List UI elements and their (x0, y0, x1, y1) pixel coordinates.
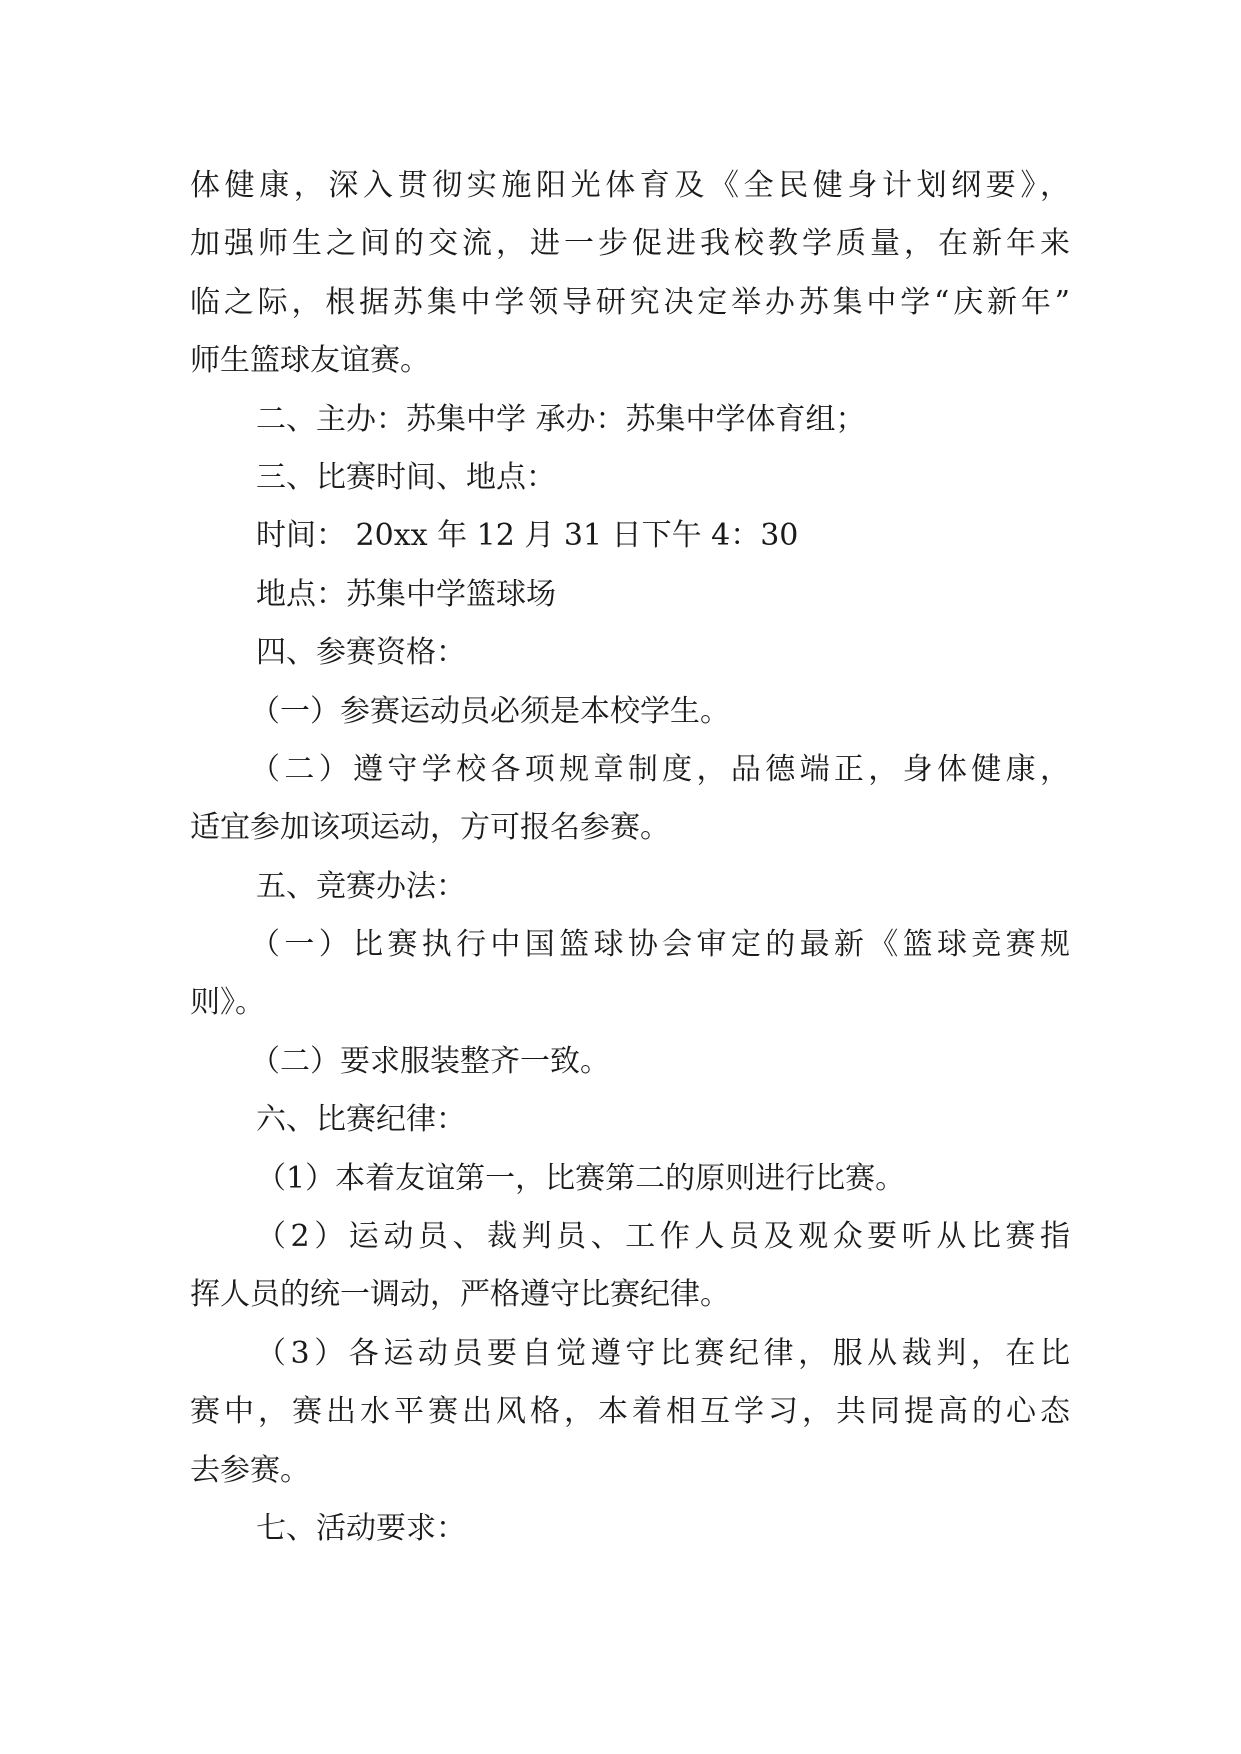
text-line: 挥人员的统一调动，严格遵守比赛纪律。 (190, 1277, 730, 1313)
paragraph-discipline-2 (190, 1208, 1070, 1325)
text-line: 师生篮球友谊赛。 (190, 343, 430, 379)
paragraph-competition-heading (190, 858, 1070, 916)
list-item: （1）本着友谊第一，比赛第二的原则进行比赛。 (256, 1160, 906, 1196)
document-body (190, 157, 1070, 1558)
list-item: （一）比赛执行中国篮球协会审定的最新《篮球竞赛规 (250, 927, 1070, 963)
paragraph-discipline-heading (190, 1091, 1070, 1149)
list-item: （一）参赛运动员必须是本校学生。 (250, 693, 730, 729)
text-line: 临之际，根据苏集中学领导研究决定举办苏集中学“庆新年” (190, 284, 1070, 320)
text-line: 适宜参加该项运动，方可报名参赛。 (190, 810, 670, 846)
paragraph-eligibility-1 (190, 683, 1070, 741)
paragraph-requirements-heading (190, 1500, 1070, 1558)
paragraph-time-place-heading (190, 449, 1070, 507)
paragraph-organizer (190, 391, 1070, 449)
list-item: （2）运动员、裁判员、工作人员及观众要听从比赛指 (256, 1219, 1070, 1255)
paragraph-discipline-3 (190, 1325, 1070, 1500)
text-line: 去参赛。 (190, 1452, 310, 1488)
section-heading: 六、比赛纪律： (256, 1102, 466, 1138)
text-line: 地点：苏集中学篮球场 (256, 576, 556, 612)
text-line: 时间： 20xx 年 12 月 31 日下午 4：30 (256, 518, 799, 554)
paragraph-competition-1 (190, 916, 1070, 1033)
paragraph-discipline-1 (190, 1150, 1070, 1208)
text-line: 体健康，深入贯彻实施阳光体育及《全民健身计划纲要》， (190, 168, 1070, 203)
list-item: （二）遵守学校各项规章制度，品德端正，身体健康， (250, 751, 1070, 787)
list-item: （二）要求服装整齐一致。 (250, 1043, 610, 1079)
list-item: （3）各运动员要自觉遵守比赛纪律，服从裁判，在比 (256, 1335, 1070, 1371)
paragraph-competition-2 (190, 1033, 1070, 1091)
paragraph-eligibility-2 (190, 741, 1070, 858)
paragraph-place (190, 566, 1070, 624)
section-heading: 二、主办：苏集中学 承办：苏集中学体育组； (256, 401, 866, 437)
section-heading: 五、竞赛办法： (256, 868, 466, 904)
section-heading: 四、参赛资格： (256, 635, 466, 671)
text-line: 加强师生之间的交流，进一步促进我校教学质量，在新年来 (190, 226, 1070, 262)
paragraph-eligibility-heading (190, 624, 1070, 682)
section-heading: 三、比赛时间、地点： (256, 459, 556, 495)
section-heading: 七、活动要求： (256, 1510, 466, 1546)
paragraph-intro-continued (190, 157, 1070, 391)
text-line: 则》。 (190, 985, 265, 1021)
text-line: 赛中，赛出水平赛出风格，本着相互学习，共同提高的心态 (190, 1394, 1070, 1430)
paragraph-time (190, 507, 1070, 565)
